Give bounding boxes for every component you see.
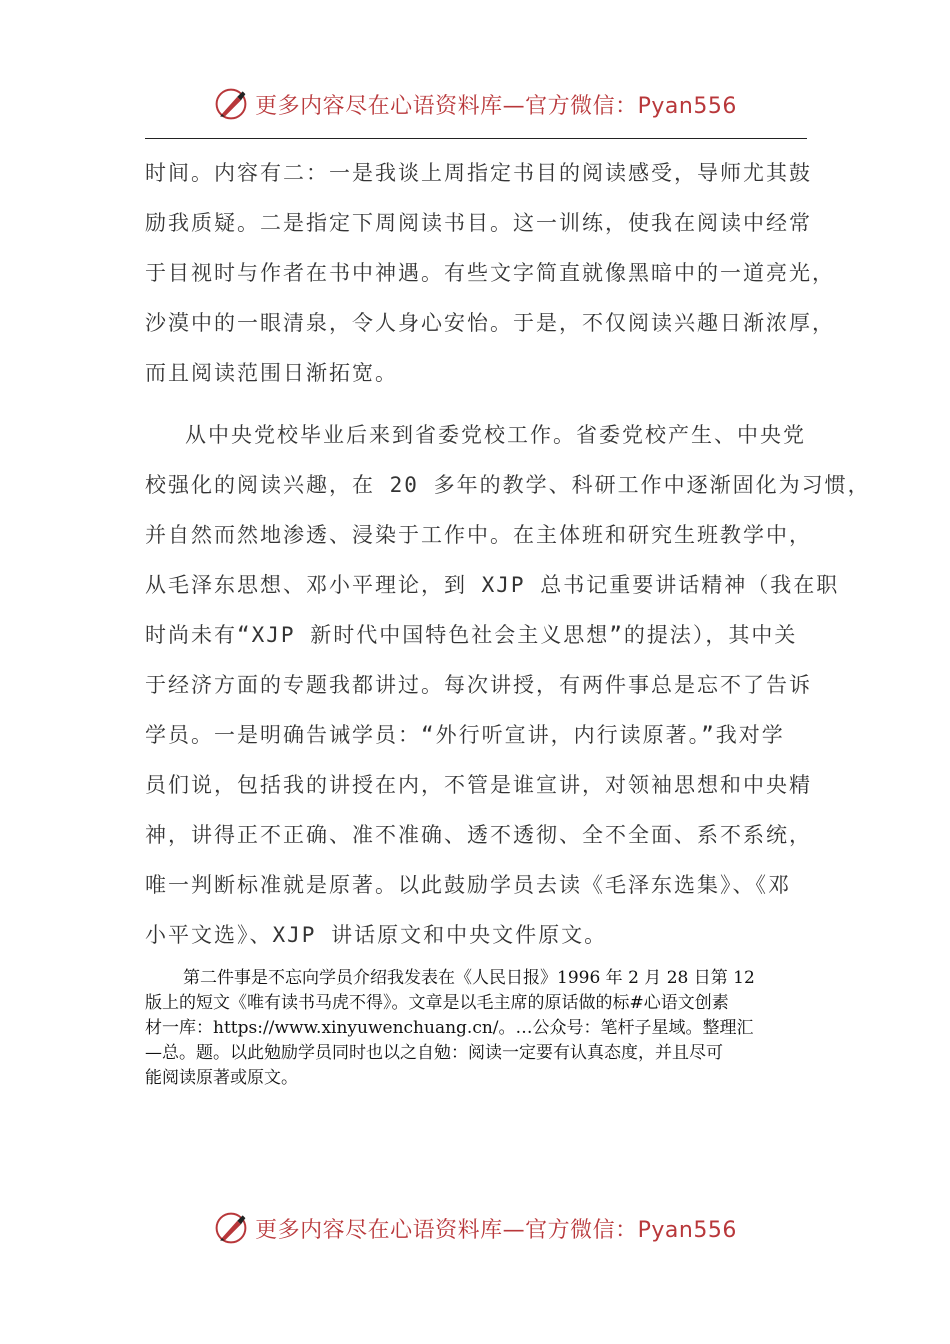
footer-banner-text: 更多内容尽在心语资料库—官方微信：Pyan556 xyxy=(255,1217,737,1243)
text-line: 于经济方面的专题我都讲过。每次讲授，有两件事总是忘不了告诉 xyxy=(145,673,812,697)
text-line: 第二件事是不忘向学员介绍我发表在《人民日报》1996 年 2 月 28 日第 12 xyxy=(183,968,755,988)
text-line: 版上的短文《唯有读书马虎不得》。文章是以毛主席的原话做的标#心语文创素 xyxy=(145,993,729,1013)
header-divider xyxy=(145,138,807,139)
text-line: 员们说，包括我的讲授在内，不管是谁宣讲，对领袖思想和中央精 xyxy=(145,773,812,797)
text-line: 能阅读原著或原文。 xyxy=(145,1068,298,1088)
paragraph-1 xyxy=(145,148,835,398)
text-line: 时尚未有“XJP 新时代中国特色社会主义思想”的提法），其中关 xyxy=(145,623,798,647)
text-line: 学员。一是明确告诫学员：“外行听宣讲，内行读原著。”我对学 xyxy=(145,723,785,747)
text-line: 励我质疑。二是指定下周阅读书目。这一训练，使我在阅读中经常 xyxy=(145,211,812,235)
text-line: 从毛泽东思想、邓小平理论，到 XJP 总书记重要讲话精神（我在职 xyxy=(145,573,840,597)
pen-nib-logo-icon xyxy=(213,86,249,122)
text-line: 从中央党校毕业后来到省委党校工作。省委党校产生、中央党 xyxy=(185,423,806,447)
header-banner-text: 更多内容尽在心语资料库—官方微信：Pyan556 xyxy=(255,93,737,119)
text-line: 而且阅读范围日渐拓宽。 xyxy=(145,361,398,385)
text-line: 并自然而然地渗透、浸染于工作中。在主体班和研究生班教学中， xyxy=(145,523,812,547)
text-line: 时间。内容有二：一是我谈上周指定书目的阅读感受，导师尤其鼓 xyxy=(145,161,812,185)
text-line: —总。题。以此勉励学员同时也以之自勉：阅读一定要有认真态度，并且尽可 xyxy=(145,1043,723,1063)
text-line: 小平文选》、XJP 讲话原文和中央文件原文。 xyxy=(145,923,608,947)
footer-banner xyxy=(0,1206,950,1250)
paragraph-2 xyxy=(145,410,871,960)
text-line: 神，讲得正不正确、准不准确、透不透彻、全不全面、系不系统， xyxy=(145,823,812,847)
text-line: 于目视时与作者在书中神遇。有些文字简直就像黑暗中的一道亮光， xyxy=(145,261,835,285)
text-line: 沙漠中的一眼清泉，令人身心安怡。于是，不仅阅读兴趣日渐浓厚， xyxy=(145,311,835,335)
header-banner xyxy=(0,82,950,126)
pen-nib-logo-icon xyxy=(213,1210,249,1246)
paragraph-3 xyxy=(145,966,810,1091)
text-line: 校强化的阅读兴趣，在 20 多年的教学、科研工作中逐渐固化为习惯， xyxy=(145,473,871,497)
text-line: 材一库：https://www.xinyuwenchuang.cn/。…公众号：笔杆子星域。整理汇 xyxy=(145,1018,754,1038)
text-line: 唯一判断标准就是原著。以此鼓励学员去读《毛泽东选集》、《邓 xyxy=(145,873,791,897)
